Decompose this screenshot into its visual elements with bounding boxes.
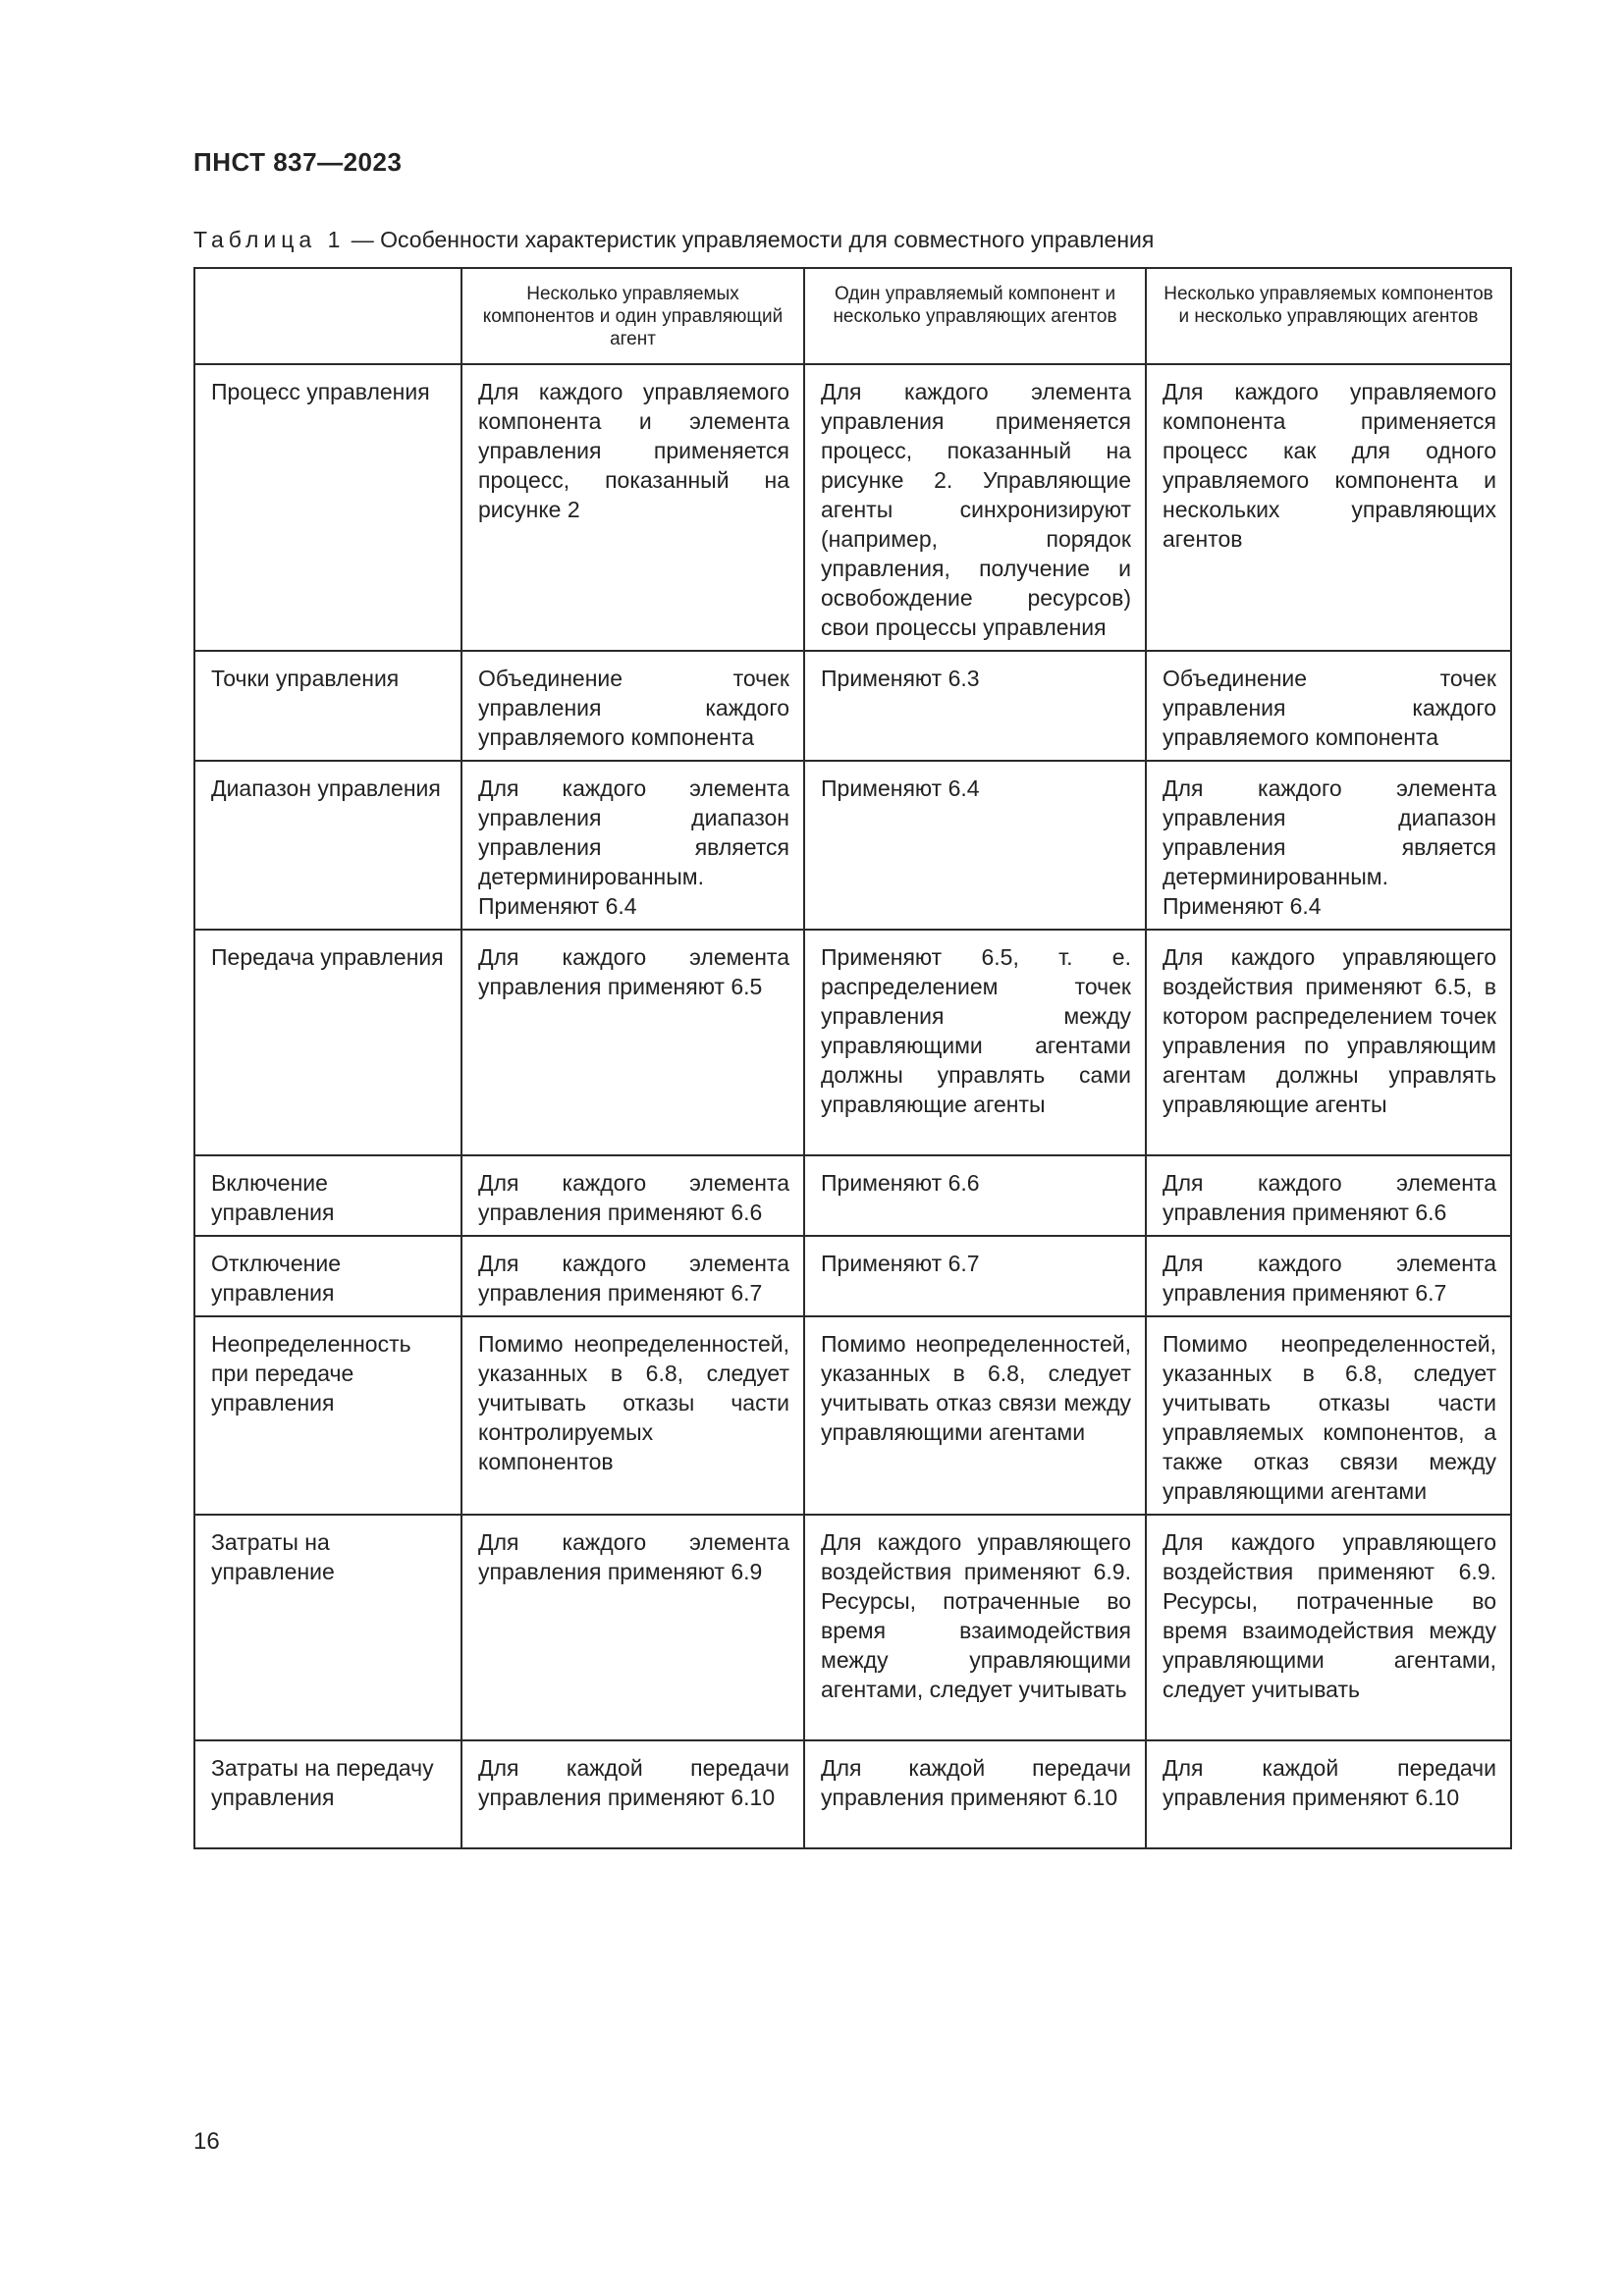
table-cell: Для каждого элемента управления применяют 6.6 bbox=[1146, 1155, 1511, 1236]
table-caption bbox=[193, 227, 1154, 253]
table-cell: Для каждого элемента управления диапазон управления является детерминированным. Применяют 6.4 bbox=[1146, 761, 1511, 930]
table-cell: Объединение точек управления каждого управляемого компонента bbox=[1146, 651, 1511, 761]
table-cell: Применяют 6.7 bbox=[804, 1236, 1146, 1316]
table-row bbox=[194, 1155, 1511, 1236]
header-one-component-many-agents: Один управляемый компонент и несколько управляющих агентов bbox=[804, 268, 1146, 364]
table-header-row bbox=[194, 268, 1511, 364]
row-label: Процесс управления bbox=[194, 364, 461, 651]
row-label: Диапазон управления bbox=[194, 761, 461, 930]
table-cell: Для каждого управляющего воздействия применяют 6.9. Ресурсы, потраченные во время взаимодействия между управляющими агентами, следует учитывать bbox=[804, 1515, 1146, 1740]
table-cell: Для каждого управляющего воздействия применяют 6.9. Ресурсы, потраченные во время взаимодействия между управляющими агентами, следует учитывать bbox=[1146, 1515, 1511, 1740]
table-cell: Для каждого элемента управления применяют 6.9 bbox=[461, 1515, 804, 1740]
table-caption-text: — Особенности характеристик управляемости для совместного управления bbox=[345, 227, 1155, 252]
table-cell: Для каждой передачи управления применяют 6.10 bbox=[461, 1740, 804, 1848]
table-cell: Для каждой передачи управления применяют 6.10 bbox=[1146, 1740, 1511, 1848]
table-cell: Применяют 6.5, т. е. распределением точек управления между управляющими агентами должны управлять сами управляющие агенты bbox=[804, 930, 1146, 1155]
table-row bbox=[194, 1515, 1511, 1740]
table-row bbox=[194, 761, 1511, 930]
table-cell: Применяют 6.3 bbox=[804, 651, 1146, 761]
table-cell: Помимо неопределенностей, указанных в 6.8, следует учитывать отказ связи между управляющими агентами bbox=[804, 1316, 1146, 1515]
table-cell: Для каждого элемента управления применяют 6.7 bbox=[1146, 1236, 1511, 1316]
page-number: 16 bbox=[193, 2128, 220, 2155]
table-row bbox=[194, 651, 1511, 761]
table-row bbox=[194, 1740, 1511, 1848]
table-cell: Объединение точек управления каждого управляемого компонента bbox=[461, 651, 804, 761]
table-cell: Для каждого управляющего воздействия применяют 6.5, в котором распределением точек управления по управляющим агентам должны управлять управляющие агенты bbox=[1146, 930, 1511, 1155]
table-cell: Для каждого элемента управления применяют 6.7 bbox=[461, 1236, 804, 1316]
row-label: Затраты на передачу управления bbox=[194, 1740, 461, 1848]
row-label: Передача управления bbox=[194, 930, 461, 1155]
row-label: Затраты на управление bbox=[194, 1515, 461, 1740]
table-row bbox=[194, 1316, 1511, 1515]
table-cell: Помимо неопределенностей, указанных в 6.8, следует учитывать отказы части контролируемых компонентов bbox=[461, 1316, 804, 1515]
table-cell: Для каждого элемента управления применяется процесс, показанный на рисунке 2. Управляющие агенты синхронизируют (например, порядок управления, получение и освобождение ресурсов) свои процессы управления bbox=[804, 364, 1146, 651]
table-cell: Для каждого управляемого компонента и элемента управления применяется процесс, показанный на рисунке 2 bbox=[461, 364, 804, 651]
table-row bbox=[194, 930, 1511, 1155]
table-cell: Для каждой передачи управления применяют 6.10 bbox=[804, 1740, 1146, 1848]
table-cell: Для каждого управляемого компонента применяется процесс как для одного управляемого компонента и нескольких управляющих агентов bbox=[1146, 364, 1511, 651]
header-many-components-many-agents: Несколько управляемых компонентов и несколько управляющих агентов bbox=[1146, 268, 1511, 364]
table-cell: Для каждого элемента управления применяют 6.6 bbox=[461, 1155, 804, 1236]
table-cell: Применяют 6.6 bbox=[804, 1155, 1146, 1236]
row-label: Отключение управления bbox=[194, 1236, 461, 1316]
table-cell: Помимо неопределенностей, указанных в 6.8, следует учитывать отказы части управляемых компонентов, а также отказ связи между управляющими агентами bbox=[1146, 1316, 1511, 1515]
characteristics-table bbox=[193, 267, 1512, 1849]
header-empty bbox=[194, 268, 461, 364]
document-code: ПНСТ 837—2023 bbox=[193, 147, 403, 177]
table-cell: Применяют 6.4 bbox=[804, 761, 1146, 930]
row-label: Точки управления bbox=[194, 651, 461, 761]
table-row bbox=[194, 364, 1511, 651]
row-label: Включение управления bbox=[194, 1155, 461, 1236]
table-cell: Для каждого элемента управления применяют 6.5 bbox=[461, 930, 804, 1155]
table-caption-label: Таблица 1 bbox=[193, 227, 346, 252]
header-many-components-one-agent: Несколько управляемых компонентов и один управляющий агент bbox=[461, 268, 804, 364]
table-row bbox=[194, 1236, 1511, 1316]
table-cell: Для каждого элемента управления диапазон управления является детерминированным. Применяют 6.4 bbox=[461, 761, 804, 930]
row-label: Неопределенность при передаче управления bbox=[194, 1316, 461, 1515]
